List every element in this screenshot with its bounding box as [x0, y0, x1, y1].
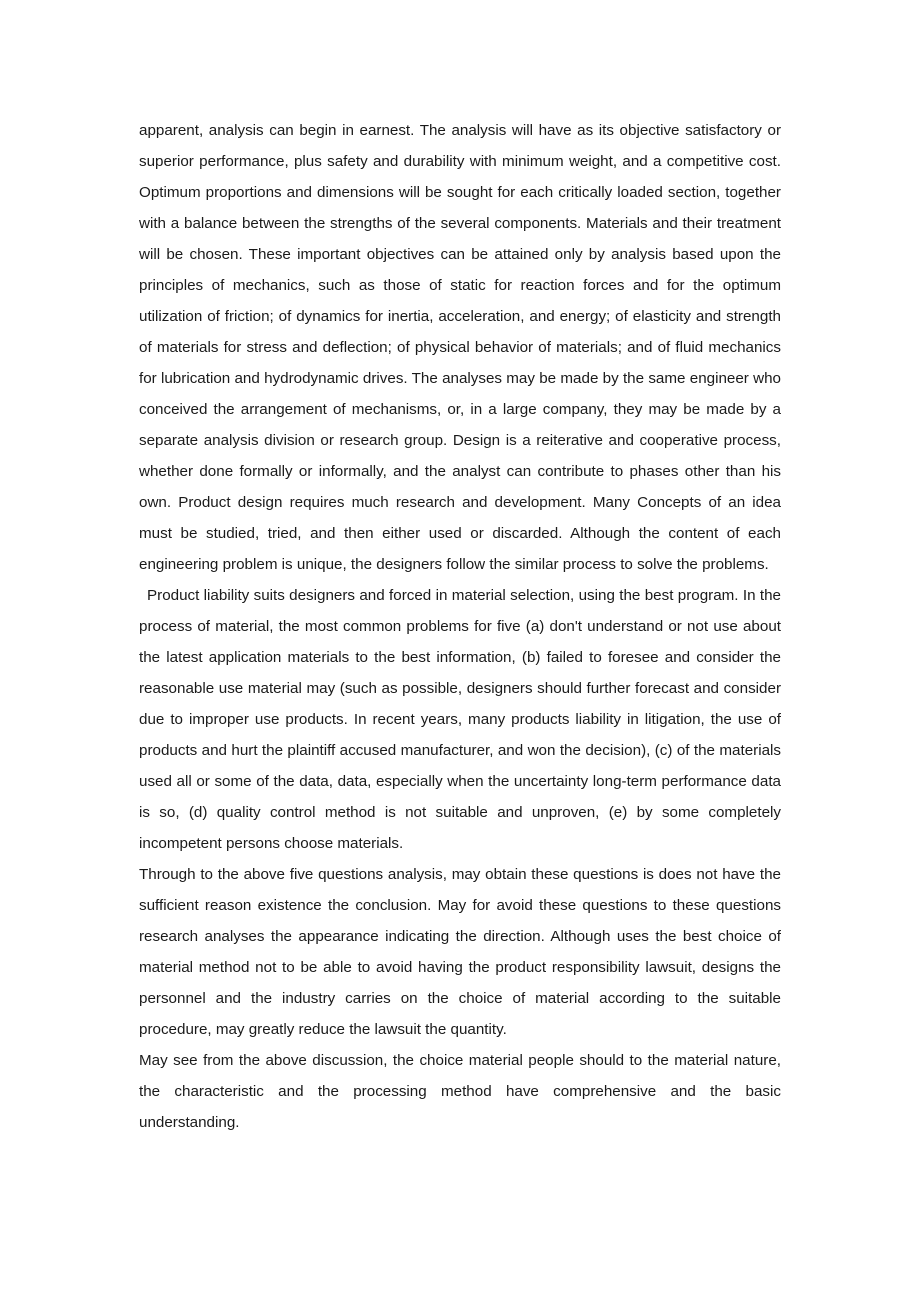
paragraph-product-liability: Product liability suits designers and forced in material selection, using the best program. In the process of material, the most common problems for five (a) don't understand or not use about the latest application materials to the best information, (b) failed to foresee and consider the reasonable use material may (such as possible, designers should further forecast and consider due to improper use products. In recent years, many products liability in litigation, the use of products and hurt the plaintiff accused manufacturer, and won the decision), (c) of the materials used all or some of the data, data, especially when the uncertainty long-term performance data is so, (d) quality control method is not suitable and unproven, (e) by some completely incompetent persons choose materials. [139, 587, 781, 852]
document-page [139, 115, 781, 1138]
paragraph-five-questions: Through to the above five questions analysis, may obtain these questions is does not have the sufficient reason existence the conclusion. May for avoid these questions to these questions research analyses the appearance indicating the direction. Although uses the best choice of material method not to be able to avoid having the product responsibility lawsuit, designs the personnel and the industry carries on the choice of material according to the suitable procedure, may greatly reduce the lawsuit the quantity. [139, 866, 781, 1038]
paragraph-design-analysis: apparent, analysis can begin in earnest. The analysis will have as its objective satisfactory or superior performance, plus safety and durability with minimum weight, and a competitive cost. Optimum proportions and dimensions will be sought for each critically loaded section, together with a balance between the strengths of the several components. Materials and their treatment will be chosen. These important objectives can be attained only by analysis based upon the principles of mechanics, such as those of static for reaction forces and for the optimum utilization of friction; of dynamics for inertia, acceleration, and energy; of elasticity and strength of materials for stress and deflection; of physical behavior of materials; and of fluid mechanics for lubrication and hydrodynamic drives. The analyses may be made by the same engineer who conceived the arrangement of mechanisms, or, in a large company, they may be made by a separate analysis division or research group. Design is a reiterative and cooperative process, whether done formally or informally, and the analyst can contribute to phases other than his own. Product design requires much research and development. Many Concepts of an idea must be studied, tried, and then either used or discarded. Although the content of each engineering problem is unique, the designers follow the similar process to solve the problems. [139, 122, 781, 573]
paragraph-conclusion: May see from the above discussion, the choice material people should to the material nature, the characteristic and the processing method have comprehensive and the basic understanding. [139, 1052, 781, 1131]
